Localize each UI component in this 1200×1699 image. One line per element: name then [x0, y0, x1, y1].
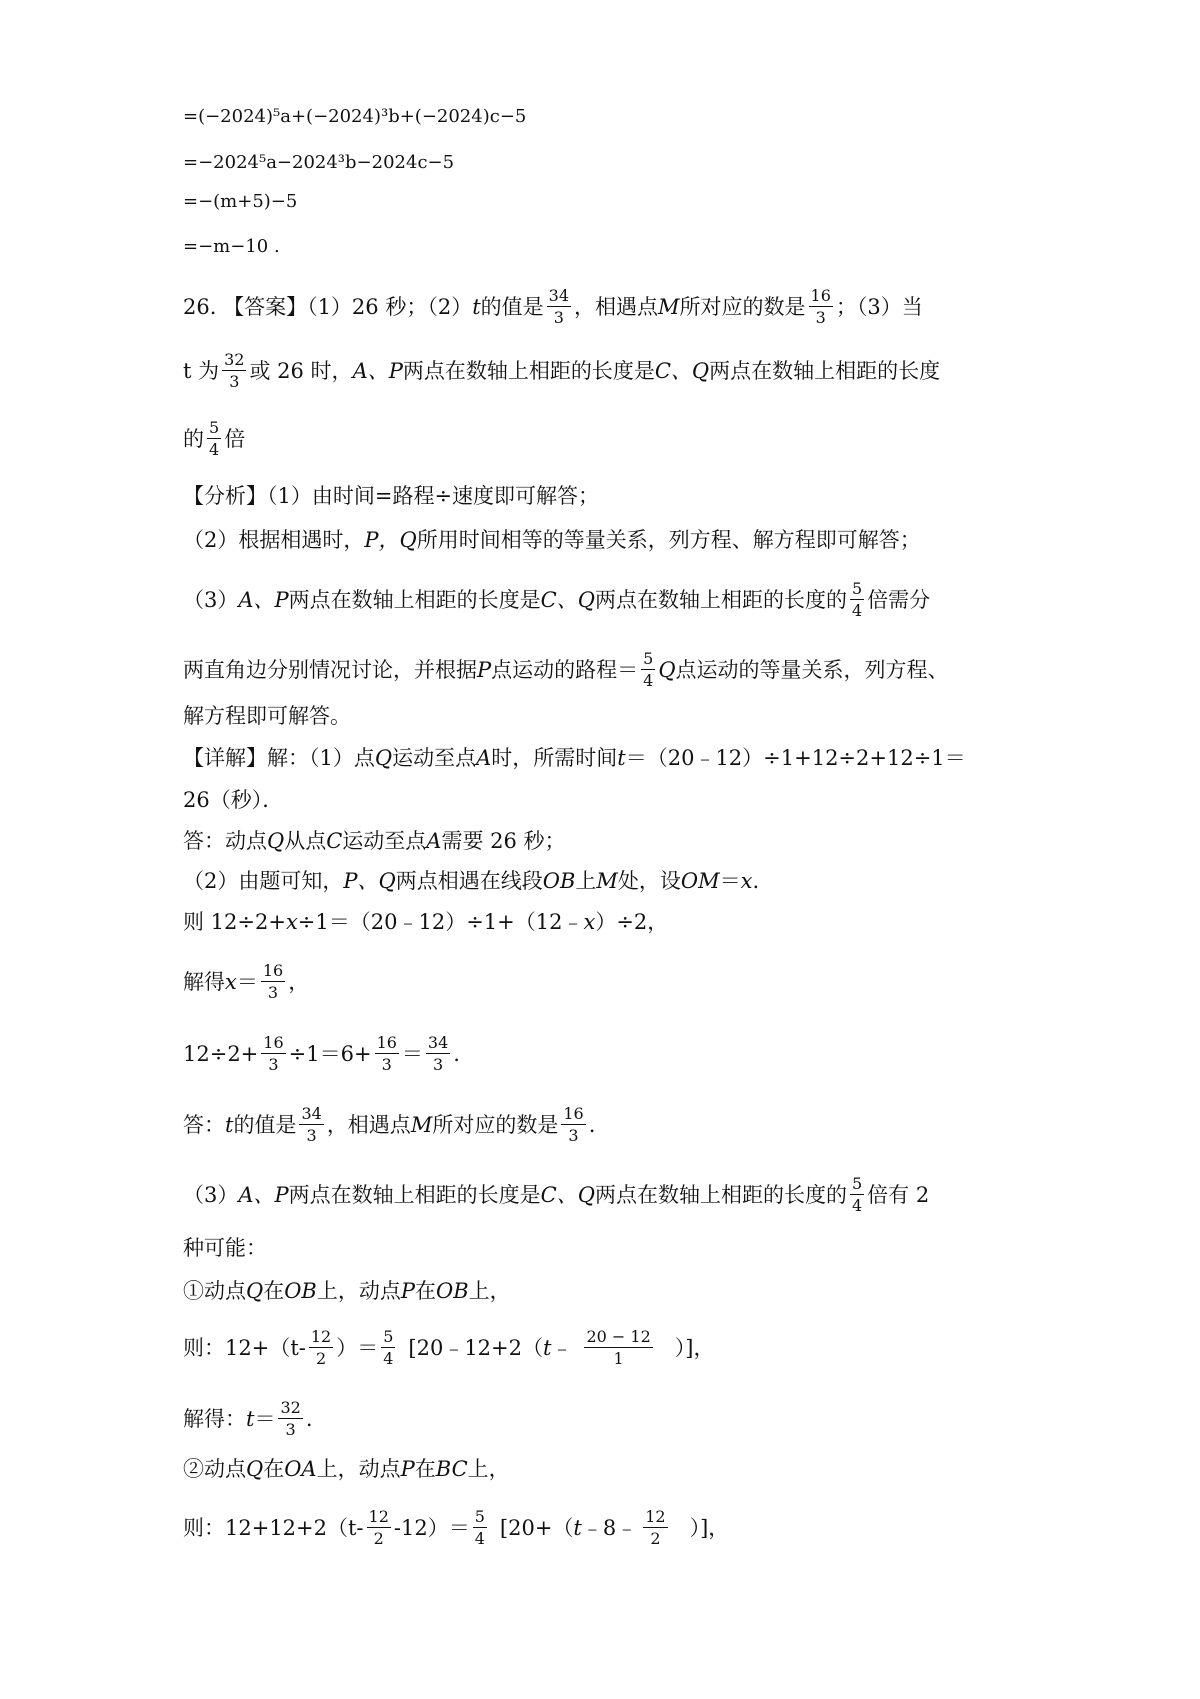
var: t	[573, 1515, 582, 1540]
denominator: 4	[383, 1349, 394, 1368]
var: OA	[284, 1457, 317, 1481]
denominator: 3	[267, 983, 279, 1002]
var: OB	[542, 869, 576, 893]
detail-text: 在	[414, 1457, 436, 1481]
var: C、Q	[654, 358, 710, 383]
analysis-text: 点运动的路程＝	[491, 657, 639, 682]
detail-text: 答：动点	[183, 829, 267, 853]
detail-text: 12÷2+	[183, 1041, 259, 1066]
numerator: 16	[563, 1104, 584, 1123]
var: Q	[658, 657, 676, 682]
fraction-5-4	[207, 418, 221, 459]
fraction-16-3	[809, 286, 833, 327]
denominator: 1	[613, 1349, 624, 1368]
detail-text: 答：	[183, 1112, 225, 1137]
detail-line-3	[183, 826, 566, 856]
detail-text: 倍有 2	[867, 1182, 930, 1207]
denominator: 3	[381, 1055, 392, 1074]
fraction-5-4	[850, 1174, 864, 1215]
derivation-line-1	[183, 102, 526, 132]
detail-line-4	[183, 866, 759, 896]
var: OB	[436, 1279, 469, 1303]
var: P	[400, 1457, 415, 1481]
var: Q	[267, 829, 285, 853]
analysis-text: （3）	[183, 587, 239, 612]
numerator: 12	[310, 1327, 332, 1346]
fraction-5-4	[850, 579, 864, 620]
detail-text: 从点	[284, 829, 327, 853]
var: P，Q	[364, 528, 417, 552]
detail-text: 运动至点	[392, 746, 477, 770]
detail-line-7	[183, 1033, 460, 1074]
denominator: 4	[851, 1196, 863, 1215]
numerator: 12	[645, 1507, 666, 1526]
answer-text: 两点在数轴上相距的长度	[709, 358, 941, 383]
derivation-line-3	[183, 187, 297, 217]
numerator: 20 − 12	[586, 1327, 651, 1346]
analysis-line-1	[183, 481, 599, 511]
answer-text: ；（3）当	[835, 294, 923, 319]
numerator: 16	[376, 1033, 397, 1052]
denominator: 3	[306, 1126, 317, 1145]
var: BC	[435, 1457, 468, 1481]
answer-text: 的值是	[480, 294, 544, 319]
answer-line-3	[183, 418, 245, 459]
analysis-text: 【分析】（1）由时间=路程÷速度即可解答；	[183, 484, 600, 508]
detail-text: ÷1＝6+	[288, 1041, 372, 1066]
denominator: 3	[285, 1420, 296, 1439]
case-1-equation	[183, 1327, 714, 1368]
answer-line-1	[183, 286, 923, 327]
analysis-text: 两点在数轴上相距的长度是	[288, 587, 541, 612]
answer-text: 所对应的数是	[679, 294, 806, 319]
var: x	[740, 869, 753, 893]
detail-text: 上	[575, 869, 597, 893]
derivation-text: =−2024⁵a−2024³b−2024c−5	[183, 152, 455, 173]
equation-text: -12）＝	[393, 1515, 470, 1540]
detail-text: 解得	[183, 969, 225, 994]
denominator: 2	[315, 1349, 327, 1368]
analysis-text: （2）根据相遇时，	[183, 528, 365, 552]
var: P	[400, 1279, 416, 1303]
denominator: 3	[229, 372, 240, 391]
equation-text: [20﹣12+2（	[408, 1335, 543, 1360]
detail-text: （3）	[183, 1182, 239, 1207]
var: x	[225, 969, 237, 994]
answer-line-2	[183, 350, 940, 391]
denominator: 2	[650, 1529, 661, 1548]
denominator: 3	[568, 1126, 579, 1145]
detail-text: 上，动点	[316, 1457, 401, 1481]
analysis-line-3	[183, 579, 930, 620]
analysis-text: 两直角边分别情况讨论，并根据	[183, 657, 477, 682]
var: Q	[374, 746, 393, 770]
answer-text: ，相遇点	[574, 294, 659, 319]
var: M	[596, 869, 618, 893]
var: OB	[284, 1279, 317, 1303]
detail-text: 运动至点	[342, 829, 427, 853]
detail-text: 则 12÷2+	[183, 910, 286, 934]
denominator: 3	[815, 308, 826, 327]
var: A	[426, 829, 442, 853]
equation-text: ﹣8﹣	[581, 1515, 638, 1540]
numerator: 5	[383, 1327, 394, 1346]
denominator: 4	[643, 671, 654, 690]
analysis-text: 所用时间相等的等量关系，列方程、解方程即可解答；	[416, 528, 921, 552]
case-1-line	[183, 1276, 511, 1306]
equation-text: 则：12+12+2（t-	[183, 1515, 364, 1540]
fraction-12-2	[367, 1507, 391, 1548]
detail-text: ＝（20﹣12）÷1+12÷2+12÷1＝	[625, 746, 966, 770]
var: t	[225, 1112, 234, 1137]
derivation-line-2	[183, 148, 454, 178]
fraction-20-minus-12-over-1	[584, 1327, 652, 1368]
analysis-text: 点运动的等量关系，列方程、	[675, 657, 949, 682]
fraction-32-3	[222, 350, 246, 391]
numerator: 5	[643, 649, 654, 668]
var: OM	[680, 869, 720, 893]
detail-text: 两点在数轴上相距的长度的	[594, 1182, 847, 1207]
answer-text: 两点在数轴上相距的长度是	[402, 358, 655, 383]
detail-text: ＝	[719, 869, 741, 893]
fraction-5-4	[641, 649, 655, 690]
analysis-line-5	[183, 701, 351, 731]
detail-text: ，	[288, 969, 310, 994]
denominator: 3	[268, 1055, 279, 1074]
detail-text: 在	[263, 1279, 285, 1303]
fraction-16-3	[561, 1104, 585, 1145]
fraction-12-2	[309, 1327, 333, 1368]
equation-text: ﹣	[551, 1335, 573, 1360]
equation-text: ）]，	[674, 1335, 715, 1360]
var: A、P	[352, 358, 403, 383]
denominator: 4	[474, 1529, 485, 1548]
fraction-5-4	[473, 1507, 487, 1548]
detail-text: 上，	[468, 1279, 511, 1303]
detail-line-5	[183, 907, 668, 937]
fraction-12-2	[643, 1507, 667, 1548]
fraction-16-3	[375, 1033, 399, 1074]
case-2-equation	[183, 1507, 729, 1548]
derivation-text: =−(m+5)−5	[183, 191, 298, 212]
detail-line-8	[183, 1104, 595, 1145]
detail-text: 上，	[467, 1457, 510, 1481]
fraction-5-4	[381, 1327, 395, 1368]
detail-line-9	[183, 1174, 929, 1215]
detail-text: （2）由题可知，	[183, 869, 344, 893]
denominator: 4	[851, 601, 863, 620]
numerator: 5	[474, 1507, 485, 1526]
analysis-line-4	[183, 649, 949, 690]
answer-text: 或 26 时，	[249, 358, 353, 383]
numerator: 34	[548, 286, 570, 305]
detail-line-10	[183, 1233, 267, 1263]
detail-text: 在	[263, 1457, 285, 1481]
equation-text: [20+（	[499, 1515, 574, 1540]
detail-line-1	[183, 743, 966, 773]
numerator: 16	[810, 286, 831, 305]
numerator: 16	[262, 961, 284, 980]
detail-text: 的值是	[233, 1112, 297, 1137]
denominator: 4	[209, 440, 220, 459]
detail-text: 26（秒）．	[183, 788, 284, 812]
detail-line-2	[183, 785, 283, 815]
numerator: 5	[209, 418, 220, 437]
detail-text: 两点在数轴上相距的长度是	[288, 1182, 541, 1207]
var: Q	[246, 1457, 264, 1481]
var: C、Q	[540, 1182, 595, 1207]
detail-text: .	[752, 869, 760, 893]
detail-text: 需要 26 秒；	[441, 829, 566, 853]
detail-text: 所对应的数是	[432, 1112, 559, 1137]
var: C	[326, 829, 343, 853]
denominator: 2	[373, 1529, 384, 1548]
detail-text: ②动点	[183, 1457, 246, 1481]
detail-text: ①动点	[183, 1279, 246, 1303]
var: t	[246, 1406, 255, 1431]
var: A、P	[238, 1182, 289, 1207]
numerator: 5	[851, 1174, 863, 1193]
answer-text: 的	[183, 426, 204, 451]
detail-text: ＝	[236, 969, 258, 994]
var: M	[410, 1112, 433, 1137]
detail-text: ＝	[401, 1041, 423, 1066]
analysis-text: 两点在数轴上相距的长度的	[594, 587, 847, 612]
fraction-34-3	[299, 1104, 323, 1145]
analysis-line-2	[183, 525, 921, 555]
detail-text: 处，设	[617, 869, 681, 893]
fraction-32-3	[278, 1398, 302, 1439]
detail-text: ＝	[254, 1406, 276, 1431]
equation-text: 则：12+（t-	[183, 1335, 306, 1360]
detail-text: .	[453, 1041, 460, 1066]
answer-text: 倍	[224, 426, 246, 451]
detail-text: 两点相遇在线段	[395, 869, 543, 893]
var: A	[476, 746, 492, 770]
fraction-16-3	[261, 1033, 285, 1074]
var: P、Q	[343, 869, 396, 893]
derivation-text: =−m−10 .	[183, 236, 280, 257]
detail-text: 时，所需时间	[491, 746, 618, 770]
detail-text: ，相遇点	[326, 1112, 411, 1137]
var: C、Q	[540, 587, 595, 612]
case-1-solution	[183, 1398, 313, 1439]
var: M	[658, 294, 680, 319]
case-2-line	[183, 1454, 510, 1484]
denominator: 3	[433, 1055, 444, 1074]
numerator: 34	[301, 1104, 322, 1123]
var: t	[472, 294, 481, 319]
detail-text: ÷1＝（20﹣12）÷1+（12﹣	[297, 910, 584, 934]
answer-text: t 为	[183, 358, 220, 383]
detail-text: 上，动点	[316, 1279, 401, 1303]
fraction-34-3	[426, 1033, 450, 1074]
analysis-text: 倍需分	[867, 587, 931, 612]
answer-text: 26. 【答案】（1）26 秒；（2）	[183, 294, 473, 319]
var: P	[477, 657, 492, 682]
var: t	[617, 746, 626, 770]
numerator: 12	[368, 1507, 389, 1526]
var: t	[543, 1335, 552, 1360]
fraction-34-3	[547, 286, 571, 327]
numerator: 34	[427, 1033, 449, 1052]
detail-text: ）÷2，	[595, 910, 669, 934]
derivation-line-4	[183, 232, 280, 262]
detail-text: 种可能：	[183, 1236, 267, 1260]
fraction-16-3	[261, 961, 285, 1002]
var: Q	[246, 1279, 264, 1303]
detail-text: .	[305, 1406, 313, 1431]
var: x	[583, 910, 596, 934]
equation-text: ）＝	[336, 1335, 379, 1360]
detail-text: .	[588, 1112, 596, 1137]
numerator: 32	[280, 1398, 301, 1417]
detail-line-6	[183, 961, 309, 1002]
numerator: 16	[263, 1033, 284, 1052]
numerator: 32	[224, 350, 245, 369]
detail-text: 【详解】解：（1）点	[183, 746, 375, 770]
var: A、P	[238, 587, 289, 612]
numerator: 5	[851, 579, 863, 598]
denominator: 3	[553, 308, 564, 327]
detail-text: 在	[415, 1279, 437, 1303]
detail-text: 解得：	[183, 1406, 246, 1431]
derivation-text: =(−2024)⁵a+(−2024)³b+(−2024)c−5	[183, 106, 527, 127]
var: x	[285, 910, 298, 934]
analysis-text: 解方程即可解答。	[183, 704, 351, 728]
equation-text: ）]，	[689, 1515, 730, 1540]
